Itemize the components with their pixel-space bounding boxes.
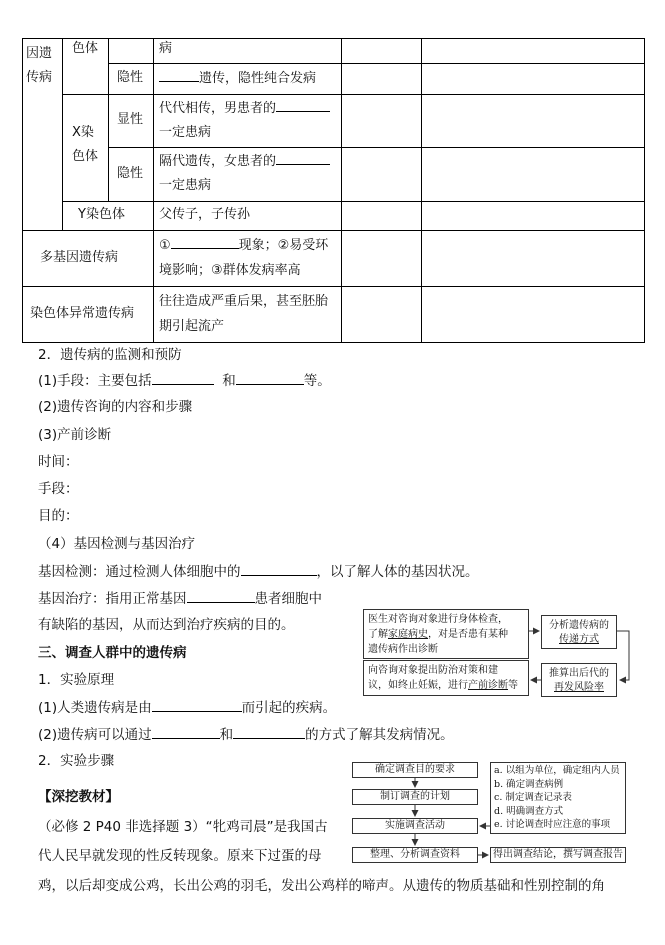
- flow1-box-analyze: [541, 615, 617, 649]
- para-gene-detect: [38, 561, 479, 582]
- table-cell-x-recessive: [159, 150, 330, 198]
- para-principle-2: [38, 724, 454, 745]
- table-label-left: 因遗 传病: [26, 46, 53, 85]
- text: 的方式了解其发病情况。: [305, 727, 454, 743]
- note-item: e. 讨论调查时应注意的事项: [494, 819, 611, 830]
- table-cell-r1: 病: [159, 41, 173, 56]
- cell-text: 期引起流产: [159, 319, 225, 334]
- blank[interactable]: [152, 697, 242, 712]
- flow2-step-2: 制订调查的计划: [352, 789, 478, 805]
- blank[interactable]: [233, 724, 305, 739]
- para-prenatal: (3)产前诊断: [38, 427, 112, 443]
- cell-text: 遗传，隐性纯合发病: [199, 71, 317, 86]
- label-means: 手段：: [38, 481, 79, 497]
- heading-principle: 1．实验原理: [38, 672, 115, 688]
- cell-text: 代代相传，男患者的: [159, 101, 277, 116]
- flow-text: 产前诊断: [468, 680, 508, 691]
- cell-text: 境影响；③群体发病率高: [159, 263, 301, 278]
- flow2-step-3: 实施调查活动: [352, 818, 478, 834]
- heading-monitoring: 2．遗传病的监测和预防: [38, 347, 182, 363]
- text: 基因检测：通过检测人体细胞中的: [38, 564, 241, 580]
- blank[interactable]: [152, 370, 214, 385]
- table-label-sub: 色体: [72, 41, 99, 56]
- text: 患者细胞中: [254, 591, 322, 607]
- table-label-chrom: 染色体异常遗传病: [30, 306, 135, 321]
- para-gene-therapy: [38, 588, 322, 609]
- table-label-x: X染 色体: [72, 125, 99, 164]
- note-item: b. 确定调查病例: [494, 778, 564, 790]
- flow-text: 再发风险率: [554, 682, 604, 693]
- blank[interactable]: [159, 67, 199, 82]
- flow-text: 议，如终止妊娠，进行: [368, 680, 468, 691]
- flow1-box-exam: [363, 609, 529, 659]
- heading-deep: 【深挖教材】: [38, 789, 119, 805]
- flow2-step-4: 整理、分析调查资料: [352, 847, 478, 863]
- blank[interactable]: [276, 97, 330, 112]
- para-deep-2: 代人民早就发现的性反转现象。原来下过蛋的母: [38, 848, 322, 864]
- cell-text: 一定患病: [159, 125, 212, 140]
- arrow-analyze-risk: [617, 631, 629, 680]
- cell-text: 现象；②易受环: [238, 238, 329, 253]
- table-cell-y: 父传子，子传孙: [159, 207, 251, 222]
- flow-text: 向咨询对象提出防治对策和建: [368, 665, 498, 676]
- note-item: d. 明确调查方式: [494, 805, 564, 817]
- note-item: a. 以组为单位，确定组内人员: [494, 765, 620, 776]
- cell-text: ①: [159, 238, 171, 253]
- label-time: 时间：: [38, 454, 79, 470]
- cell-text: 一定患病: [159, 178, 212, 193]
- blank[interactable]: [236, 370, 304, 385]
- para-gene-therapy-2: 有缺陷的基因，从而达到治疗疾病的目的。: [38, 617, 295, 633]
- flow2-notes: [490, 762, 626, 834]
- flow2-step-5: 得出调查结论，撰写调查报告: [490, 847, 626, 863]
- text: 而引起的疾病。: [241, 700, 337, 716]
- text: ，以了解人体的基因状况。: [316, 564, 479, 580]
- text: (2)遗传病可以通过: [38, 727, 152, 743]
- flow-text: 等: [508, 680, 518, 691]
- blank[interactable]: [187, 588, 255, 603]
- flow1-box-advice: [363, 660, 529, 696]
- cell-text: 隔代遗传，女患者的: [159, 154, 277, 169]
- heading-survey: 三、调查人群中的遗传病: [38, 645, 187, 661]
- note-item: c. 制定调查记录表: [494, 792, 572, 803]
- text: 等。: [303, 373, 331, 389]
- text: (1)人类遗传病是由: [38, 700, 152, 716]
- flow2-step-1: 确定调查目的要求: [352, 762, 478, 778]
- table-cell-x-dominant: [159, 97, 330, 145]
- table-cell-chrom: [159, 289, 328, 339]
- text: 和: [219, 727, 234, 743]
- flow1-box-risk: [541, 663, 617, 697]
- para-means: [38, 370, 331, 391]
- table-label-y: Y染色体: [78, 207, 125, 222]
- blank[interactable]: [276, 150, 330, 165]
- flow-text: 遗传病作出诊断: [368, 644, 438, 655]
- blank[interactable]: [241, 561, 317, 576]
- cell-text: 往往造成严重后果，甚至胚胎: [159, 294, 329, 309]
- flow-text: 医生对咨询对象进行身体检查，: [368, 614, 508, 625]
- text: 基因治疗：指用正常基因: [38, 591, 187, 607]
- flow-text: 了解: [368, 629, 388, 640]
- para-principle-1: [38, 697, 336, 718]
- para-deep-1: （必修 2 P40 非选择题 3）“牝鸡司晨”是我国古: [38, 819, 328, 835]
- blank[interactable]: [152, 724, 220, 739]
- table-label-recessive: 隐性: [117, 70, 144, 85]
- para-gene: （4）基因检测与基因治疗: [38, 536, 196, 552]
- flow-text: ，对是否患有某种: [428, 629, 508, 640]
- para-deep-3: 鸡，以后却变成公鸡，长出公鸡的羽毛，发出公鸡样的啼声。从遗传的物质基础和性别控制的角: [38, 878, 605, 894]
- flow-text: 分析遗传病的: [549, 620, 609, 631]
- text: 和: [222, 373, 236, 389]
- table-cell-r2: [159, 67, 316, 90]
- flow-text: 家庭病史: [388, 629, 428, 640]
- heading-steps: 2．实验步骤: [38, 753, 115, 769]
- flow-text: 传递方式: [559, 634, 599, 645]
- text: (1)手段：主要包括: [38, 373, 152, 389]
- table-cell-multi: [159, 233, 328, 283]
- blank[interactable]: [171, 234, 239, 249]
- para-counsel: (2)遗传咨询的内容和步骤: [38, 399, 193, 415]
- table-label-multi: 多基因遗传病: [40, 250, 119, 265]
- table-label-dominant: 显性: [117, 112, 144, 127]
- flow-text: 推算出后代的: [549, 668, 609, 679]
- label-purpose: 目的：: [38, 508, 79, 524]
- table-label-recessive-x: 隐性: [117, 166, 144, 181]
